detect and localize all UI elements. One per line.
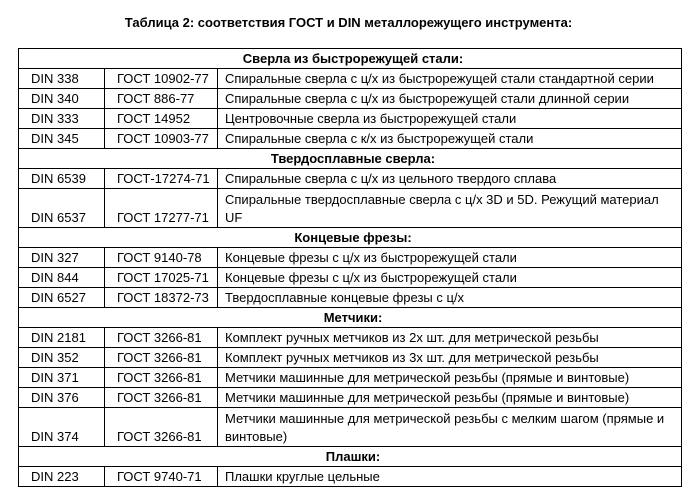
- table-row: [19, 368, 682, 388]
- description-cell: Центровочные сверла из быстрорежущей стали: [218, 109, 682, 129]
- din-code-cell: DIN 352: [19, 348, 105, 368]
- section-heading: Метчики:: [19, 308, 682, 328]
- gost-code-cell: ГОСТ 18372-73: [105, 288, 218, 308]
- description-cell: Твердосплавные концевые фрезы с ц/х: [218, 288, 682, 308]
- description-cell: Метчики машинные для метрической резьбы (прямые и винтовые): [218, 368, 682, 388]
- din-code-cell: DIN 6539: [19, 169, 105, 189]
- table-row: [19, 268, 682, 288]
- table-row: [19, 408, 682, 447]
- description-cell: Метчики машинные для метрической резьбы с мелким шагом (прямые и винтовые): [218, 408, 682, 447]
- description-cell: Спиральные сверла с ц/х из быстрорежущей стали длинной серии: [218, 89, 682, 109]
- din-code-cell: DIN 844: [19, 268, 105, 288]
- table-row: [19, 288, 682, 308]
- section-header-row: [19, 228, 682, 248]
- description-cell: Комплект ручных метчиков из 3х шт. для метрической резьбы: [218, 348, 682, 368]
- table-row: [19, 109, 682, 129]
- table-body: [19, 49, 682, 487]
- din-code-cell: DIN 2181: [19, 328, 105, 348]
- gost-code-cell: ГОСТ 17025-71: [105, 268, 218, 288]
- din-code-cell: DIN 6527: [19, 288, 105, 308]
- table-row: [19, 69, 682, 89]
- description-cell: Спиральные твердосплавные сверла с ц/х 3D и 5D. Режущий материал UF: [218, 189, 682, 228]
- description-cell: Комплект ручных метчиков из 2х шт. для метрической резьбы: [218, 328, 682, 348]
- gost-code-cell: ГОСТ 3266-81: [105, 328, 218, 348]
- table-row: [19, 388, 682, 408]
- description-cell: Плашки круглые цельные: [218, 467, 682, 487]
- table-row: [19, 169, 682, 189]
- gost-code-cell: ГОСТ 14952: [105, 109, 218, 129]
- section-header-row: [19, 447, 682, 467]
- gost-code-cell: ГОСТ 9140-78: [105, 248, 218, 268]
- gost-code-cell: ГОСТ 3266-81: [105, 368, 218, 388]
- din-code-cell: DIN 333: [19, 109, 105, 129]
- section-heading: Твердосплавные сверла:: [19, 149, 682, 169]
- table-row: [19, 189, 682, 228]
- table-row: [19, 89, 682, 109]
- table-row: [19, 348, 682, 368]
- din-code-cell: DIN 327: [19, 248, 105, 268]
- gost-code-cell: ГОСТ 17277-71: [105, 189, 218, 228]
- din-code-cell: DIN 6537: [19, 189, 105, 228]
- description-cell: Спиральные сверла с ц/х из цельного твердого сплава: [218, 169, 682, 189]
- table-row: [19, 467, 682, 487]
- din-code-cell: DIN 374: [19, 408, 105, 447]
- din-code-cell: DIN 223: [19, 467, 105, 487]
- gost-code-cell: ГОСТ 3266-81: [105, 388, 218, 408]
- description-cell: Концевые фрезы с ц/х из быстрорежущей стали: [218, 268, 682, 288]
- gost-din-table: [18, 48, 682, 487]
- din-code-cell: DIN 345: [19, 129, 105, 149]
- section-heading: Плашки:: [19, 447, 682, 467]
- description-cell: Спиральные сверла с ц/х из быстрорежущей стали стандартной серии: [218, 69, 682, 89]
- din-code-cell: DIN 376: [19, 388, 105, 408]
- din-code-cell: DIN 340: [19, 89, 105, 109]
- description-cell: Спиральные сверла с к/х из быстрорежущей стали: [218, 129, 682, 149]
- section-header-row: [19, 308, 682, 328]
- din-code-cell: DIN 371: [19, 368, 105, 388]
- table-row: [19, 248, 682, 268]
- section-heading: Концевые фрезы:: [19, 228, 682, 248]
- table-title: Таблица 2: соответствия ГОСТ и DIN металлорежущего инструмента:: [124, 15, 573, 30]
- gost-code-cell: ГОСТ 3266-81: [105, 408, 218, 447]
- gost-code-cell: ГОСТ 9740-71: [105, 467, 218, 487]
- table-row: [19, 328, 682, 348]
- gost-code-cell: ГОСТ 886-77: [105, 89, 218, 109]
- description-cell: Концевые фрезы с ц/х из быстрорежущей стали: [218, 248, 682, 268]
- table-row: [19, 129, 682, 149]
- description-cell: Метчики машинные для метрической резьбы (прямые и винтовые): [218, 388, 682, 408]
- gost-code-cell: ГОСТ 10903-77: [105, 129, 218, 149]
- gost-code-cell: ГОСТ 3266-81: [105, 348, 218, 368]
- gost-code-cell: ГОСТ-17274-71: [105, 169, 218, 189]
- section-heading: Сверла из быстрорежущей стали:: [19, 49, 682, 69]
- section-header-row: [19, 49, 682, 69]
- din-code-cell: DIN 338: [19, 69, 105, 89]
- gost-code-cell: ГОСТ 10902-77: [105, 69, 218, 89]
- section-header-row: [19, 149, 682, 169]
